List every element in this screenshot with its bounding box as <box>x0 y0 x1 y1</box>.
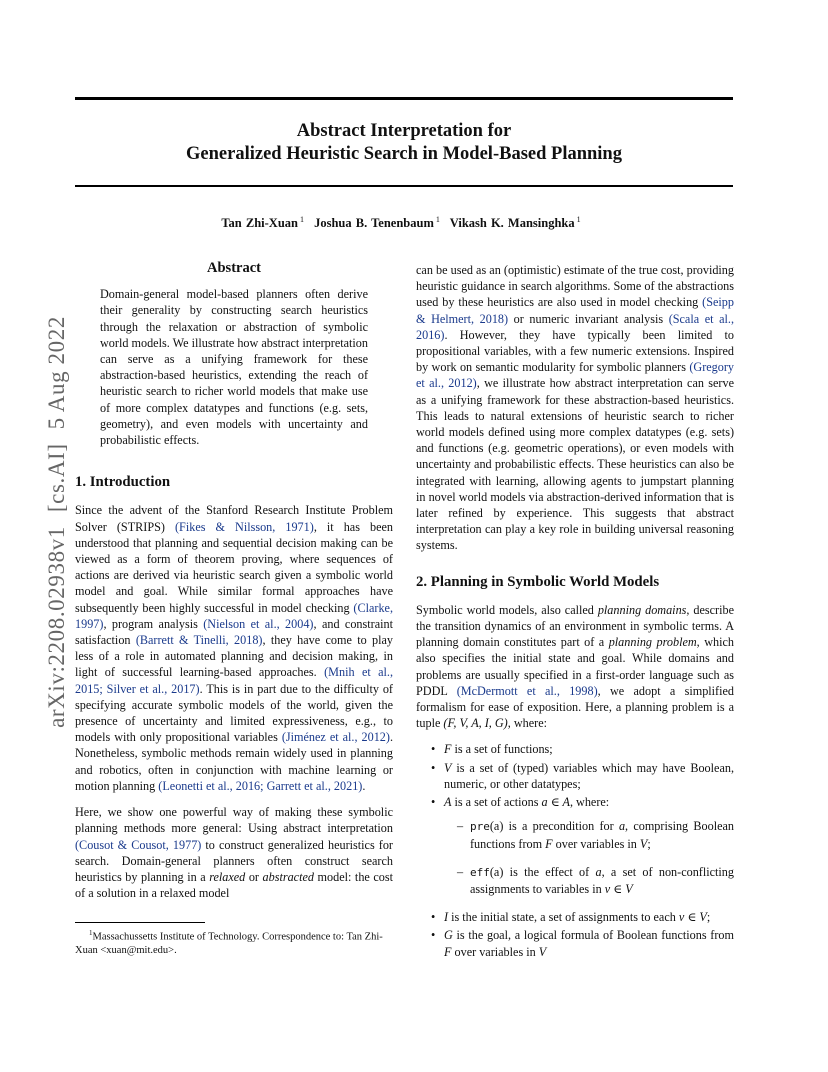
citation-link[interactable]: (Cousot & Cousot, 1977) <box>75 837 202 852</box>
footnote <box>75 922 393 957</box>
abstract-text: Domain-general model-based planners often derive their generality by constructing search heuristics through the relaxation or abstraction of symbolic world models. We illustrate how abstract interpretation can serve as a unifying framework for these abstraction-based heuristics, extending the reach of heuristic search to richer world models that make use of more complex datatypes and functions (e.g. sets, geometry), and even models with uncertainty and probabilistic effects. <box>100 287 368 448</box>
citation-link[interactable]: (Barrett & Tinelli, 2018) <box>135 633 263 648</box>
author-name: Joshua B. Tenenbaum <box>314 216 434 231</box>
arxiv-date: 5 Aug 2022 <box>44 316 69 430</box>
footnote-rule <box>75 922 205 923</box>
author-list <box>75 215 733 231</box>
title-bottom-rule <box>75 185 733 187</box>
author-affiliation-mark: 1 <box>435 215 440 224</box>
title-line-1: Abstract Interpretation for <box>296 121 512 141</box>
citation-link[interactable]: (Scala et al., 2016) <box>416 311 734 342</box>
citation-link[interactable]: (Clarke, 1997) <box>75 600 393 631</box>
citation-link[interactable]: (Nielson et al., 2004) <box>203 616 314 631</box>
title-line-2: Generalized Heuristic Search in Model-Based Planning <box>186 144 622 164</box>
intro-paragraph-3: can be used as an (optimistic) estimate of the true cost, providing heuristic guidance in search algorithms. Some of the abstractions used by these heuristics are also used in model checking (Seipp & Helmert, 2018) or numeric invariant analysis (Scala et al., 2016). However, they have typically been limited to propositional variables, with a few numeric extensions. Inspired by work on semantic modularity for symbolic planners (Gregory et al., 2012), we illustrate how abstract interpretation can serve as a unifying framework for these abstraction-based heuristics. This leads to natural extensions of heuristic search to richer world models defined using more complex datatypes (e.g. sets) and functions (e.g. geometric operations), or even models with uncertainty and probabilistic effects. These heuristics can also be integrated with learning, allowing agents to jumpstart planning in novel world models via abstraction-derived information that is later refined by experience. This suggests that abstract interpretation can play a key role in building universal reasoning systems. <box>416 263 734 553</box>
left-column <box>75 260 393 911</box>
list-item: • G is the goal, a logical formula of Boolean functions from F over variables in V <box>444 927 734 959</box>
list-item: • A is a set of actions a ∈ A, where: – pre(a) is a precondition for a, comprising Boolean functions from F over variables in V; – eff(a) is the effect of a, a set of non-conflicting assignments to variables in v ∈ V <box>444 794 734 897</box>
intro-paragraph-1: Since the advent of the Stanford Research Institute Problem Solver (STRIPS) (Fikes & Nilsson, 1971), it has been understood that planning and sequential decision making can be viewed as a form of theorem proving, where sequences of actions are derived via heuristic search given a symbolic world model and goal. While similar formal approaches have subsequently been highly successful in model checking (Clarke, 1997), program analysis (Nielson et al., 2004), and constraint satisfaction (Barrett & Tinelli, 2018), they have come to play less of a role in automated planning and decision making, in light of successful learning-based approaches. (Mnih et al., 2015; Silver et al., 2017). This is in part due to the difficulty of specifying accurate symbolic models of the world, given the presence of uncertainty and limited expressiveness, e.g., to models with only propositional variables (Jiménez et al., 2012). Nonetheless, symbolic methods remain widely used in planning and robotics, often in conjunction with machine learning or motion planning (Leonetti et al., 2016; Garrett et al., 2021). <box>75 503 394 793</box>
intro-paragraph-2: Here, we show one powerful way of making these symbolic planning methods more general: Using abstract interpretation (Cousot & Cousot, 1977) to construct generalized heuristics for search. Domain-general planners often construct search heuristics by planning in a relaxed or abstracted model: the cost of a solution in a relaxed model <box>75 805 393 901</box>
list-item: • F is a set of functions; <box>444 741 734 757</box>
action-sublist <box>444 818 734 897</box>
arxiv-sidebar-stamp <box>44 302 70 728</box>
citation-link[interactable]: (Mnih et al., 2015; Silver et al., 2017) <box>75 665 394 696</box>
arxiv-id: arXiv:2208.02938v1 <box>44 526 69 728</box>
list-item: – pre(a) is a precondition for a, comprising Boolean functions from F over variables in V; <box>470 818 734 851</box>
arxiv-category: [cs.AI] <box>44 443 69 513</box>
author-affiliation-mark: 1 <box>299 215 304 224</box>
planning-paragraph: Symbolic world models, also called planning domains, describe the transition dynamics of an environment in symbolic terms. A planning domain constitutes part of a planning problem, which also specifies the initial state and goal. While domains and problems are usually specified in a first-order language such as PDDL (McDermott et al., 1998), we adopt a simplified formalism for ease of exposition. Here, a planning problem is a tuple (F, V, A, I, G), where: <box>416 602 735 731</box>
citation-link[interactable]: (Gregory et al., 2012) <box>416 360 734 391</box>
author-affiliation-mark: 1 <box>576 215 581 224</box>
problem-tuple-list <box>416 741 734 959</box>
citation-link[interactable]: (Fikes & Nilsson, 1971) <box>175 519 314 534</box>
section-2-heading: 2. Planning in Symbolic World Models <box>416 573 660 590</box>
paper-title <box>75 120 733 166</box>
citation-link[interactable]: (Seipp & Helmert, 2018) <box>416 295 734 326</box>
author-name: Vikash K. Mansinghka <box>449 216 575 231</box>
citation-link[interactable]: (Jiménez et al., 2012) <box>281 730 390 745</box>
abstract-heading: Abstract <box>207 260 261 276</box>
citation-link[interactable]: (Leonetti et al., 2016; Garrett et al., 2021) <box>158 778 363 793</box>
footnote-mark: 1 <box>89 928 93 937</box>
list-item: • I is the initial state, a set of assignments to each v ∈ V; <box>444 909 734 925</box>
list-item: – eff(a) is the effect of a, a set of non-conflicting assignments to variables in v ∈ V <box>470 864 734 897</box>
right-column <box>416 262 734 966</box>
footnote-text: Massachussetts Institute of Technology. Correspondence to: Tan Zhi-Xuan <xuan@mit.edu>. <box>75 931 383 956</box>
list-item: • V is a set of (typed) variables which may have Boolean, numeric, or other datatypes; <box>444 760 734 792</box>
author-name: Tan Zhi-Xuan <box>221 216 298 231</box>
section-1-heading: 1. Introduction <box>75 474 171 491</box>
citation-link[interactable]: (McDermott et al., 1998) <box>456 683 598 698</box>
top-rule <box>75 97 733 100</box>
